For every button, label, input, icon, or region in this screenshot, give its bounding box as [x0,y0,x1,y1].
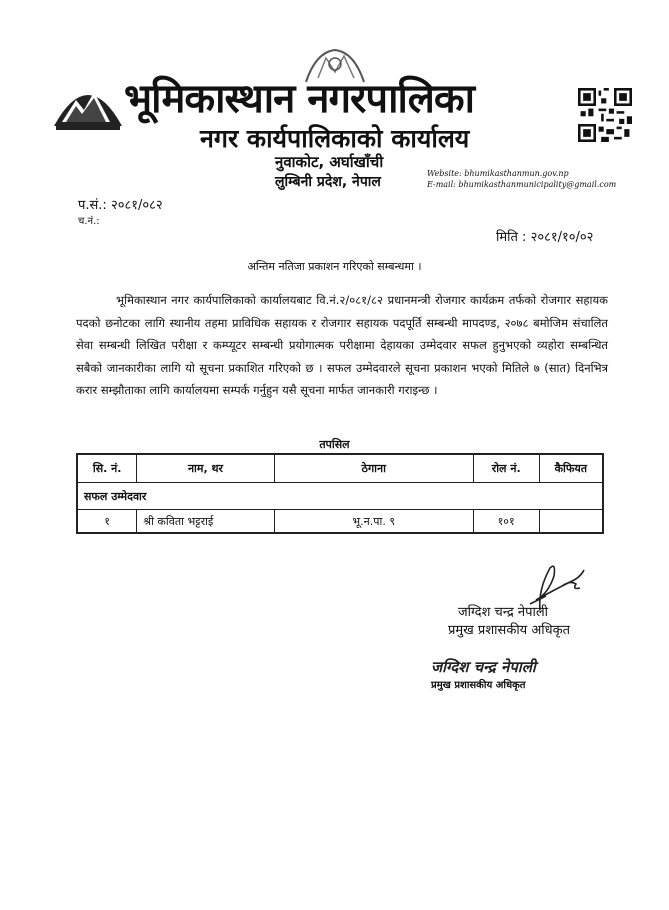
org-name: भूमिकास्थान नगरपालिका [124,76,475,122]
table-section-row [77,483,603,510]
col-header-serial: सि. नं. [77,454,137,483]
col-header-roll: रोल नं. [473,454,539,483]
cell-roll: १०१ [473,510,539,534]
col-header-name: नाम, थर [137,454,274,483]
section-label: सफल उम्मेदवार [77,483,603,510]
temple-sketch-icon [296,42,374,90]
cell-remarks [539,510,603,534]
cell-address: भू.न.पा. ९ [274,510,473,534]
contact-block [427,168,616,190]
signatory-post: प्रमुख प्रशासकीय अधिकृत [448,623,571,638]
website-text: Website: bhumikasthanmun.gov.np [427,169,569,178]
address-line-2: लुम्बिनी प्रदेश, नेपाल [275,174,381,190]
col-header-remarks: कैफियत [539,454,603,483]
table-row [77,510,603,534]
signatory-name: जग्दिश चन्द्र नेपाली [458,605,548,620]
office-name: नगर कार्यपालिकाको कार्यालय [200,124,470,153]
municipality-emblem-icon [50,70,126,132]
letter-date: मिति : २०८१/१०/०२ [496,230,594,245]
reference-number: प.सं.: २०८१/०८२ [78,198,163,213]
subject-line: अन्तिम नतिजा प्रकाशन गरिएको सम्बन्धमा । [247,260,422,273]
stamp-post: प्रमुख प्रशासकीय अधिकृत [431,680,526,691]
table-header-row [77,454,603,483]
cell-name: श्री कविता भट्टराई [137,510,274,534]
table-caption: तपसिल [319,438,350,451]
col-header-address: ठेगाना [274,454,473,483]
qr-code-icon [578,88,632,142]
dispatch-number: च.नं.: [78,216,100,227]
email-text: E-mail: bhumikasthanmunicipality@gmail.com [427,180,617,189]
address-line-1: नुवाकोट, अर्घाखाँची [275,153,384,171]
body-paragraph: भूमिकास्थान नगर कार्यपालिकाको कार्यालयबाट वि.नं.२/०८१/८२ प्रधानमन्त्री रोजगार कार्यक्रम तर्फको रोजगार सहायक पदको छनोटका लागि स्थानीय तहमा प्राविधिक सहायक र रोजगार सहायक पदपूर्ति सम्बन्धी मापदण्ड, २०७८ बमोजिम संचालित सेवा सम्बन्धी लिखित परीक्षा र कम्प्यूटर सम्बन्धी प्रयोगात्मक परीक्षामा देहायका उम्मेदवार सफल हुनुभएको व्यहोरा सम्बन्धित सबैको जानकारीका लागि यो सूचना प्रकाशित गरिएको छ । सफल उम्मेदवारले सूचना प्रकाशन भएको मितिले ७ (सात) दिनभित्र करार सम्झौताका लागि कार्यालयमा सम्पर्क गर्नुहुन यसै सूचना मार्फत जानकारी गराइन्छ । [76,293,608,397]
cell-serial: १ [77,510,137,534]
stamp-name: जग्दिश चन्द्र नेपाली [431,658,536,676]
results-table [76,453,604,534]
